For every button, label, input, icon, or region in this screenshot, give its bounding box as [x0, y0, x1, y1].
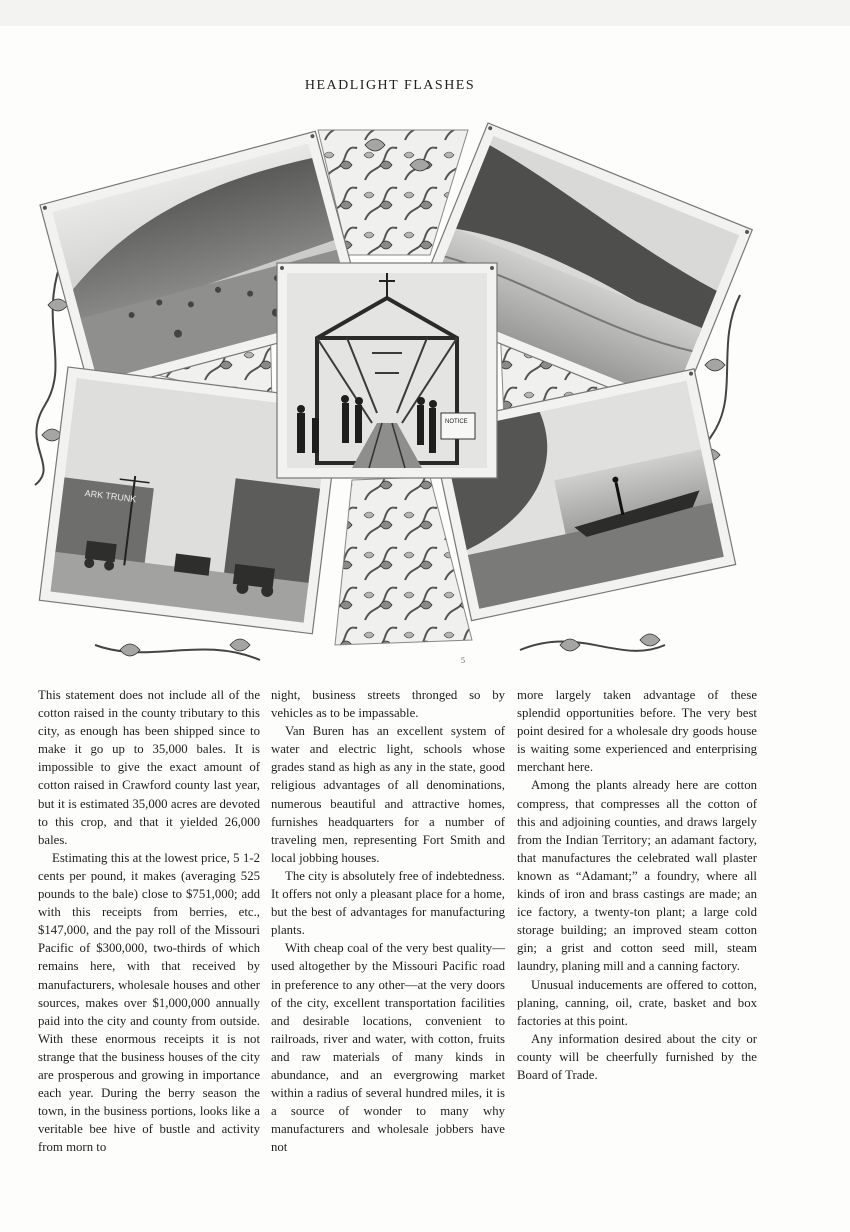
street-sign: ARK TRUNK	[84, 488, 137, 505]
article-columns	[38, 686, 758, 1156]
column-2	[271, 686, 505, 1156]
paragraph: Any information desired about the city or county will be cheerfully furnished by the Board of Trade.	[517, 1031, 757, 1082]
paragraph: Estimating this at the lowest price, 5 1-2 cents per pound, it makes (averaging 525 pounds to the bale) close to $751,000; add with this receipts from berries, etc., $147,000, and the pay roll of the Missouri Pacific of $300,000, two-thirds of which remains here, with that received by manufacturers, wholesale houses and other sources, makes over $1,000,000 annually paid into the city and county from outside. With these enormous receipts it is not strange that the business houses of the city are prosperous and growing in importance each year. During the berry season the town, in the business portions, looks like a veritable bee hive of bustle and activity from morn to	[38, 850, 260, 1155]
paragraph: more largely taken advantage of these splendid opportunities before. The very best point desired for a wholesale dry goods house is waiting some experienced and enterprising merchant here.	[517, 688, 757, 775]
paragraph: Among the plants already here are cotton compress, that compresses all the cotton of this and adjoining counties, and draws largely from the Indian Territory; an adamant factory, that manufactures the celebrated wall plaster known as “Adamant;” a foundry, where all kinds of iron and brass castings are made; an ice factory, a twenty-ton plant; a large cold storage building; an improved steam cotton gin; a grist and cotton seed mill, steam laundry, planing mill and a canning factory.	[517, 778, 757, 974]
column-1	[38, 686, 260, 1156]
vine-left	[35, 265, 60, 485]
column-3	[517, 686, 757, 1084]
paragraph: Unusual inducements are offered to cotton, planing, canning, oil, crate, basket and box factories at this point.	[517, 977, 757, 1028]
paragraph: With cheap coal of the very best quality—used altogether by the Missouri Pacific road in preference to any other—at the very doors of the city, excellent transportation facilities and desirable locations, convenient to railroads, river and water, with cotton, fruits and raw materials of many kinds in abundance, and an evergrowing market within a radius of several hundred miles, it is a source of wonder to many why manufacturers and wholesale jobbers have not	[271, 941, 505, 1155]
collage-svg	[0, 105, 850, 690]
page-header: HEADLIGHT FLASHES	[304, 78, 476, 93]
photo-collage	[0, 105, 850, 690]
paragraph: This statement does not include all of the cotton raised in the county tributary to this city, as enough has been shipped since to make it go up to 35,000 bales. It is impossible to give the exact amount of cotton raised in Crawford county last year, but it is estimated 35,000 acres are devoted to this crop, and that it yielded 26,000 bales.	[38, 688, 260, 847]
scan-edge	[0, 0, 850, 26]
photo-railroad-bridge	[277, 263, 497, 478]
bridge-notice-sign: NOTICE	[445, 419, 468, 425]
paragraph: The city is absolutely free of indebtedness. It offers not only a pleasant place for a home, but the best of advantages for manufacturing plants.	[271, 868, 505, 938]
paragraph: night, business streets thronged so by vehicles as to be impassable.	[271, 688, 505, 721]
page-number: 5	[461, 656, 465, 665]
paragraph: Van Buren has an excellent system of water and electric light, schools whose grades stand as high as any in the state, good religious advantages of all denominations, numerous beautiful and attractive homes, furnishes headquarters for a number of traveling men, representing Fort Smith and local jobbing houses.	[271, 724, 505, 865]
